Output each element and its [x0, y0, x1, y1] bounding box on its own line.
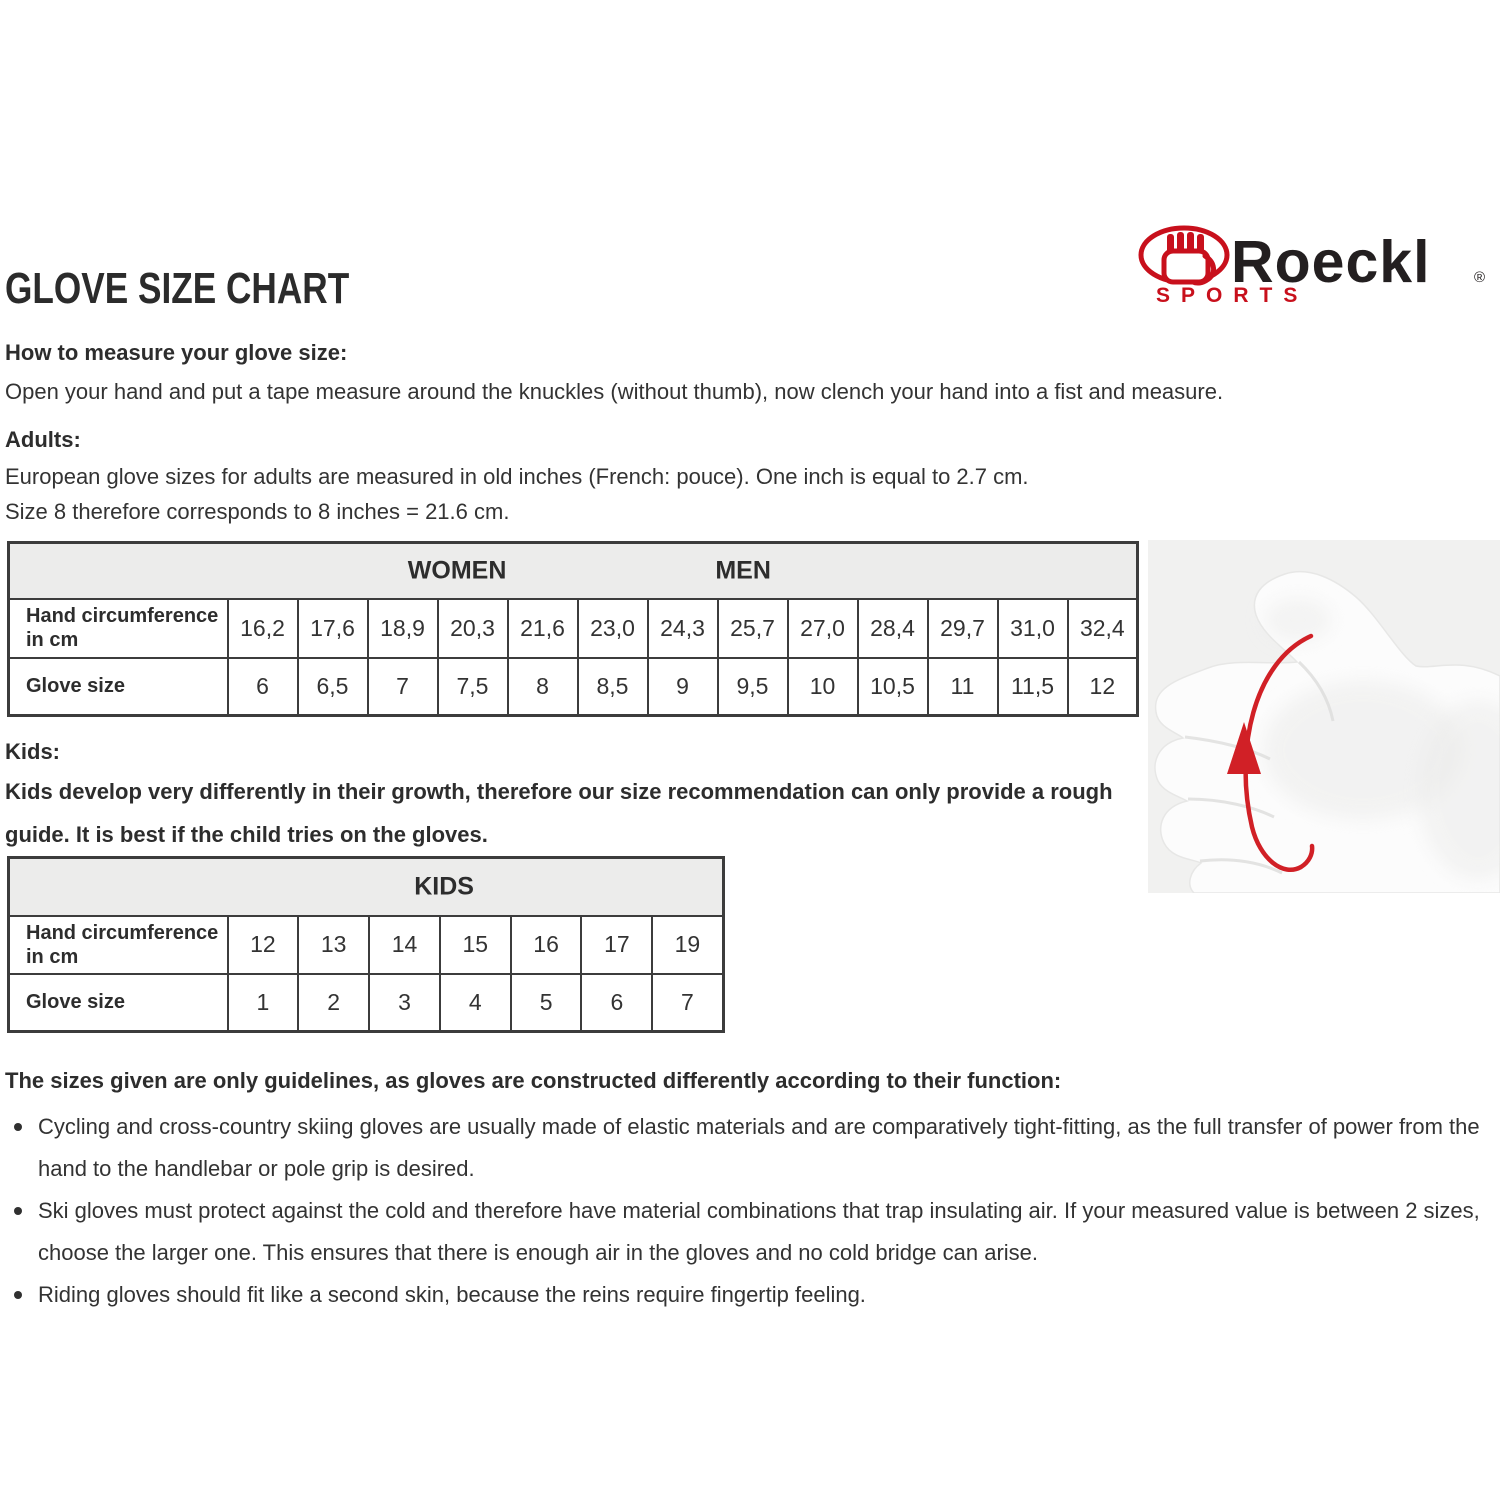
adults-glove-size-value: 9 — [648, 658, 718, 716]
adults-glove-size-label: Glove size — [9, 658, 228, 716]
adults-circumference-value: 32,4 — [1068, 599, 1138, 658]
roeckl-sports-logo — [1138, 220, 1498, 308]
kids-glove-size-row — [9, 974, 724, 1032]
logo-brand-text: Roeckl — [1231, 229, 1431, 295]
adults-circumference-value: 17,6 — [298, 599, 368, 658]
measure-heading: How to measure your glove size: — [5, 340, 348, 365]
adults-glove-size-value: 12 — [1068, 658, 1138, 716]
kids-circumference-value: 13 — [298, 916, 369, 974]
adults-glove-size-value: 9,5 — [718, 658, 788, 716]
guideline-ski: Ski gloves must protect against the cold and therefore have material combinations that trap insulating air. If your measured value is between 2 sizes, choose the larger one. This ensures that there is enough air in the gloves and no cold bridge can arise. — [5, 1190, 1497, 1274]
adults-text-line1: European glove sizes for adults are measured in old inches (French: pouce). One inch is equal to 2.7 cm. — [5, 464, 1029, 489]
kids-glove-size-value: 2 — [298, 974, 369, 1032]
kids-glove-size-value: 4 — [440, 974, 511, 1032]
men-group-label: MEN — [715, 556, 771, 585]
guideline-riding: Riding gloves should fit like a second skin, because the reins require fingertip feeling. — [5, 1274, 1497, 1316]
adults-circumference-value: 23,0 — [578, 599, 648, 658]
women-group-label: WOMEN — [407, 556, 507, 585]
adults-glove-size-row — [9, 658, 1138, 716]
adults-glove-size-value: 8 — [508, 658, 578, 716]
adults-circumference-value: 25,7 — [718, 599, 788, 658]
kids-circumference-label: Hand circumference in cm — [9, 916, 228, 974]
adults-glove-size-value: 6 — [228, 658, 298, 716]
kids-glove-size-value: 1 — [228, 974, 299, 1032]
adults-circumference-row — [9, 599, 1138, 658]
glove-fist-icon — [1141, 228, 1227, 286]
adults-glove-size-value: 10,5 — [858, 658, 928, 716]
kids-text: Kids develop very differently in their growth, therefore our size recommendation can only provide a rough guide. It is best if the child tries on the gloves. — [5, 779, 1113, 847]
measure-instructions: Open your hand and put a tape measure around the knuckles (without thumb), now clench your hand into a fist and measure. — [5, 379, 1224, 404]
adults-circumference-value: 28,4 — [858, 599, 928, 658]
adults-circumference-label: Hand circumference in cm — [9, 599, 228, 658]
adults-glove-size-value: 10 — [788, 658, 858, 716]
kids-glove-size-value: 3 — [369, 974, 440, 1032]
guidelines-heading: The sizes given are only guidelines, as gloves are constructed differently according to their function: — [5, 1068, 1062, 1093]
kids-glove-size-label: Glove size — [9, 974, 228, 1032]
adults-circumference-value: 24,3 — [648, 599, 718, 658]
adults-glove-size-value: 11,5 — [998, 658, 1068, 716]
kids-circumference-value: 16 — [511, 916, 582, 974]
kids-table-header — [9, 858, 724, 916]
adults-circumference-value: 20,3 — [438, 599, 508, 658]
adults-circumference-value: 16,2 — [228, 599, 298, 658]
kids-circumference-value: 12 — [228, 916, 299, 974]
roeckl-logo-graphic — [1138, 220, 1498, 308]
adults-glove-size-value: 7,5 — [438, 658, 508, 716]
kids-size-table — [7, 856, 725, 1033]
kids-circumference-row — [9, 916, 724, 974]
guidelines-list — [5, 1106, 1497, 1316]
adults-glove-size-value: 6,5 — [298, 658, 368, 716]
adults-text-line2: Size 8 therefore corresponds to 8 inches = 21.6 cm. — [5, 499, 510, 524]
kids-circumference-value: 17 — [581, 916, 652, 974]
kids-circumference-value: 15 — [440, 916, 511, 974]
adults-heading: Adults: — [5, 427, 81, 452]
adults-glove-size-value: 7 — [368, 658, 438, 716]
adults-circumference-value: 18,9 — [368, 599, 438, 658]
hand-measurement-illustration — [1148, 540, 1500, 893]
kids-circumference-value: 14 — [369, 916, 440, 974]
page-title: GLOVE SIZE CHART — [5, 264, 350, 313]
adults-circumference-value: 21,6 — [508, 599, 578, 658]
guideline-cycling: Cycling and cross-country skiing gloves are usually made of elastic materials and are comparatively tight-fitting, as the full transfer of power from the hand to the handlebar or pole grip is desired. — [5, 1106, 1497, 1190]
adults-glove-size-value: 8,5 — [578, 658, 648, 716]
logo-subbrand-text: SPORTS — [1156, 284, 1309, 307]
adults-table-header — [9, 543, 1138, 599]
kids-glove-size-value: 7 — [652, 974, 723, 1032]
adults-circumference-value: 27,0 — [788, 599, 858, 658]
kids-heading: Kids: — [5, 739, 60, 764]
kids-glove-size-value: 5 — [511, 974, 582, 1032]
kids-glove-size-value: 6 — [581, 974, 652, 1032]
adults-size-table — [7, 541, 1139, 717]
hand-measurement-figure — [1148, 540, 1500, 893]
adults-circumference-value: 29,7 — [928, 599, 998, 658]
adults-circumference-value: 31,0 — [998, 599, 1068, 658]
kids-group-label: KIDS — [414, 872, 474, 901]
logo-registered-mark: ® — [1474, 269, 1486, 286]
adults-glove-size-value: 11 — [928, 658, 998, 716]
kids-circumference-value: 19 — [652, 916, 723, 974]
